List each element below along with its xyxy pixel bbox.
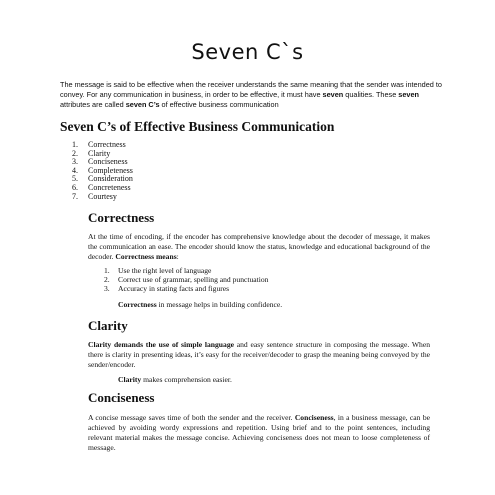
note-text: in message helps in building confidence. bbox=[156, 300, 283, 309]
conciseness-bold: Conciseness bbox=[294, 413, 334, 422]
list-label: Clarity bbox=[88, 148, 111, 158]
conciseness-heading: Conciseness bbox=[88, 390, 155, 405]
list-label: Use the right level of language bbox=[118, 266, 212, 275]
list-number: 4. bbox=[72, 165, 78, 175]
list-number: 6. bbox=[72, 182, 78, 192]
correctness-means-label: Correctness means bbox=[115, 251, 177, 261]
list-number: 2. bbox=[72, 148, 78, 158]
note-bold: Clarity bbox=[118, 375, 142, 384]
list-label: Concreteness bbox=[88, 182, 131, 192]
note-text: makes comprehension easier. bbox=[141, 375, 232, 384]
intro-text: The message is said to be effective when the receiver understands the same meaning that the sender was intended to convey. For any communication in business, in order to be effective, it must have bbox=[60, 80, 442, 99]
list-number: 7. bbox=[72, 191, 78, 201]
list-number: 3. bbox=[72, 157, 78, 167]
correctness-note bbox=[118, 300, 282, 310]
conciseness-paragraph bbox=[88, 413, 430, 453]
list-number: 5. bbox=[72, 174, 78, 184]
correctness-list bbox=[104, 267, 268, 294]
intro-text: qualities. These bbox=[343, 90, 399, 99]
list-number: 1. bbox=[104, 266, 110, 275]
list-item bbox=[72, 193, 133, 202]
intro-bold: seven C’s bbox=[125, 100, 160, 109]
conciseness-text: , in a business message, can be achieved by avoiding wordy expressions and repetition. Using brief and to the point sentences, including relevant material makes the message concise. Achieving conciseness does not mean to loose completeness of message. bbox=[88, 413, 430, 452]
intro-bold: seven bbox=[398, 90, 419, 99]
intro-paragraph bbox=[60, 80, 443, 110]
intro-text: attributes are called bbox=[60, 100, 126, 109]
list-label: Completeness bbox=[88, 165, 133, 175]
list-label: Conciseness bbox=[88, 157, 128, 167]
correctness-text: At the time of encoding, if the encoder has comprehensive knowledge about the decoder of message, it makes the communication an ease. The encoder should know the status, knowledge and educational background of the decoder. bbox=[88, 232, 430, 261]
intro-text: of effective business communication bbox=[159, 100, 279, 109]
seven-cs-list bbox=[72, 141, 133, 201]
list-item bbox=[104, 285, 268, 294]
list-label: Courtesy bbox=[88, 191, 117, 201]
main-heading: Seven C’s of Effective Business Communication bbox=[60, 119, 335, 134]
clarity-text: and easy sentence structure in composing the message. When there is clarity in presenting ideas, it’s easy for the receiver/decoder to grasp the meaning being conveyed by the sender/encoder. bbox=[88, 340, 430, 369]
list-label: Correct use of grammar, spelling and punctuation bbox=[118, 274, 269, 284]
page-title: Seven C`s bbox=[191, 40, 304, 64]
correctness-heading: Correctness bbox=[88, 210, 155, 225]
note-bold: Correctness bbox=[118, 300, 157, 309]
clarity-bold-text: Clarity demands the use of simple language bbox=[88, 340, 234, 349]
clarity-note bbox=[118, 375, 232, 385]
correctness-colon: : bbox=[176, 251, 179, 261]
clarity-paragraph bbox=[88, 340, 430, 370]
list-label: Correctness bbox=[88, 140, 126, 149]
list-label: Accuracy in stating facts and figures bbox=[118, 283, 230, 293]
clarity-heading: Clarity bbox=[88, 318, 128, 333]
list-number: 1. bbox=[72, 140, 78, 149]
list-number: 2. bbox=[104, 274, 110, 284]
conciseness-text: A concise message saves time of both the sender and the receiver. bbox=[88, 413, 295, 422]
correctness-paragraph bbox=[88, 232, 430, 262]
list-number: 3. bbox=[104, 283, 110, 293]
list-label: Consideration bbox=[88, 174, 133, 184]
intro-bold: seven bbox=[322, 90, 344, 99]
